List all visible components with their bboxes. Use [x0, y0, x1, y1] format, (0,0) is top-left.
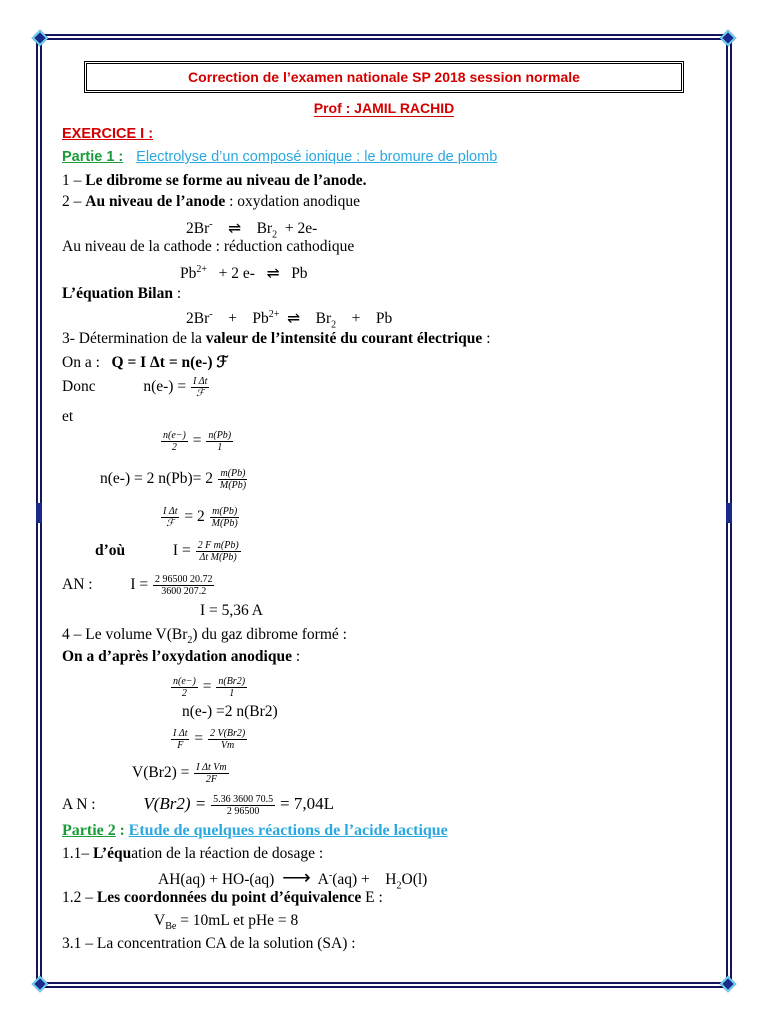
bilan-line: [62, 285, 181, 303]
border-notch-right: [726, 503, 732, 523]
formula-current-volume: [170, 728, 248, 751]
formula-volume: [132, 762, 230, 785]
volume-result: = 7,04L: [280, 794, 335, 814]
fraction-numerator: I Δt Vm: [196, 762, 227, 773]
reaction-arrow-icon: ⟶: [282, 867, 311, 890]
fraction: [171, 728, 189, 751]
fraction-numerator: m(Pb): [212, 506, 238, 517]
q2-bold: Au niveau de l’anode: [85, 193, 226, 210]
fraction: [211, 794, 275, 817]
q12-rest: E :: [365, 889, 383, 906]
eq-plus: +: [351, 310, 361, 328]
part1-label: Partie 1 :: [62, 149, 124, 165]
donc-label: Donc: [62, 378, 96, 396]
dou-line: [95, 540, 242, 563]
part1-heading: [62, 148, 497, 166]
q4-oxidation-line: [62, 648, 300, 666]
dou-label: d’où: [95, 542, 126, 560]
q11-line: [62, 845, 323, 863]
fraction: [191, 376, 209, 399]
fraction-denominator: 1: [229, 688, 235, 699]
volume-application-line: [62, 794, 334, 817]
fraction-numerator: I Δt: [173, 728, 188, 739]
q2-rest: : oxydation anodique: [229, 193, 360, 210]
formula-left: V(Br2) =: [132, 764, 190, 782]
eq-charge: 2+: [196, 264, 208, 275]
formula-left: n(e-) = 2 n(Pb)= 2: [100, 470, 214, 488]
q2-prefix: 2 –: [62, 193, 82, 210]
eq-term: A: [317, 871, 329, 889]
formula-left: I =: [172, 542, 191, 560]
eq-term: (aq) +: [332, 871, 370, 889]
fraction-denominator: F: [177, 740, 184, 751]
eq-term: + 2e-: [284, 220, 318, 238]
q11-bold: L’équ: [93, 845, 132, 862]
fraction-denominator: 2: [171, 442, 177, 453]
an-label: A N :: [62, 796, 96, 814]
eq-term: Pb: [180, 265, 197, 283]
eq-charge: -: [209, 309, 213, 320]
vbe-symbol: V: [154, 912, 166, 929]
equilibrium-arrow-icon: ⇌: [287, 310, 301, 328]
fraction: [153, 574, 215, 597]
q12-bold: Les coordonnées du point d’équivalence: [96, 889, 362, 906]
q1-line: [62, 172, 367, 190]
cathode-equation: [180, 261, 308, 283]
fraction: [171, 676, 198, 699]
q4-bold: On a d’après l’oxydation anodique: [62, 648, 292, 665]
vbe-subscript: Be: [165, 921, 177, 933]
formula-left: n(e-) =: [143, 378, 187, 396]
eq-subscript: 2: [272, 229, 278, 241]
eq-charge: 2+: [268, 309, 280, 320]
fraction: [194, 762, 228, 785]
formula-ne-mass: [100, 468, 249, 491]
fraction: [206, 430, 233, 453]
fraction-numerator: m(Pb): [220, 468, 246, 479]
bilan-colon: :: [176, 285, 182, 302]
fraction-numerator: I Δt: [163, 506, 178, 517]
title-text: Correction de l’examen nationale SP 2018 session normale: [188, 69, 580, 85]
ona-line: [62, 354, 229, 372]
fraction-denominator: 1: [217, 442, 223, 453]
fraction-numerator: n(Br2): [218, 676, 246, 687]
formula-ne-npb: [160, 430, 234, 453]
charge-equation: Q = I Δt = n(e-) ℱ: [111, 354, 229, 371]
formula-ne-nbr2: [170, 676, 248, 699]
q11-prefix: 1.1–: [62, 845, 90, 862]
fraction-denominator: Δt M(Pb): [199, 552, 237, 563]
current-result: I = 5,36 A: [200, 602, 263, 619]
fraction-numerator: n(e−): [173, 676, 196, 687]
eq-term: Br: [256, 220, 273, 238]
donc-line: [62, 376, 210, 399]
q3-bold: valeur de l’intensité du courant électrique: [205, 330, 483, 347]
part2-title: Etude de quelques réactions de l’acide lactique: [128, 822, 448, 839]
fraction-denominator: ℱ: [196, 388, 205, 399]
q3-prefix: 3- Détermination de la: [62, 330, 202, 347]
eq-term: O(l): [401, 871, 428, 889]
q4-rest: :: [295, 648, 301, 665]
equals-sign: =: [194, 730, 204, 748]
document-title: [84, 61, 684, 93]
an-label: AN :: [62, 576, 93, 594]
fraction-denominator: 2 96500: [226, 806, 260, 817]
eq-term: AH(aq) + HO-(aq): [158, 871, 275, 889]
fraction-denominator: Vm: [220, 740, 235, 751]
q1-prefix: 1 –: [62, 172, 82, 189]
equivalence-values: [154, 912, 298, 936]
fraction-denominator: M(Pb): [211, 518, 238, 529]
q3-rest: :: [486, 330, 491, 347]
fraction-numerator: 2 96500 20.72: [154, 574, 213, 585]
eq-term: + 2 e-: [218, 265, 255, 283]
eq-term: 2Br: [186, 310, 210, 328]
author-line: [0, 100, 768, 116]
eq-term: Pb: [291, 265, 308, 283]
q31-line: 3.1 – La concentration CA de la solution (SA) :: [62, 935, 356, 952]
eq-charge: -: [328, 870, 333, 881]
fraction-numerator: n(e−): [163, 430, 186, 441]
q12-line: [62, 889, 383, 907]
eq-term: Pb: [375, 310, 393, 328]
fraction-numerator: 5.36 3600 70.5: [213, 794, 274, 805]
q4-text: ) du gaz dibrome formé :: [192, 626, 347, 643]
fraction-denominator: 2F: [205, 774, 217, 785]
eq-term: 2Br: [186, 220, 210, 238]
q12-prefix: 1.2 –: [62, 889, 93, 906]
formula-current-mass: [160, 506, 241, 529]
part1-title: Electrolyse d’un composé ionique : le bromure de plomb: [136, 149, 498, 165]
fraction-numerator: n(Pb): [208, 430, 232, 441]
eq-term: H: [385, 871, 397, 889]
formula-left: I =: [130, 576, 149, 594]
part2-colon: :: [119, 822, 125, 839]
bilan-label: L’équation Bilan: [62, 285, 173, 302]
q4-line: [62, 626, 347, 650]
q4-subscript: 2: [187, 635, 193, 647]
equals-sign: = 2: [184, 508, 205, 526]
fraction: [218, 468, 248, 491]
an-line: [62, 574, 215, 597]
eq-subscript: 2: [396, 880, 402, 892]
fraction-denominator: ℱ: [166, 518, 175, 529]
equals-sign: =: [202, 678, 212, 696]
fraction: [216, 676, 247, 699]
eq-plus: +: [228, 310, 237, 328]
fraction: [210, 506, 240, 529]
equilibrium-arrow-icon: ⇌: [266, 265, 280, 283]
exercise-heading: EXERCICE I :: [62, 126, 154, 142]
fraction: [196, 540, 241, 563]
formula-ne-2nbr2: n(e-) =2 n(Br2): [182, 703, 278, 720]
et-line: et: [62, 408, 74, 425]
fraction-denominator: 3600 207.2: [161, 586, 207, 597]
q3-line: [62, 330, 491, 348]
ona-label: On a :: [62, 354, 100, 371]
fraction-denominator: M(Pb): [219, 480, 247, 491]
vbe-values: = 10mL et pHe = 8: [180, 912, 299, 929]
fraction: [161, 430, 188, 453]
fraction-numerator: 2 V(Br2): [209, 728, 246, 739]
q2-line: [62, 193, 360, 211]
fraction-numerator: 2 F m(Pb): [197, 540, 239, 551]
part2-heading: [62, 822, 448, 840]
equilibrium-arrow-icon: ⇌: [228, 220, 242, 238]
border-notch-left: [36, 503, 42, 523]
q1-text: Le dibrome se forme au niveau de l’anode.: [85, 172, 367, 189]
equals-sign: =: [192, 432, 202, 450]
fraction-denominator: 2: [181, 688, 187, 699]
q11-rest: ation de la réaction de dosage :: [131, 845, 324, 862]
fraction: [208, 728, 247, 751]
eq-term: Pb: [252, 310, 269, 328]
cathode-line: Au niveau de la cathode : réduction cathodique: [62, 238, 355, 255]
eq-term: Br: [315, 310, 332, 328]
part2-label: Partie 2: [62, 822, 116, 839]
eq-charge: -: [209, 219, 213, 230]
q4-text: 4 – Le volume V(Br: [62, 626, 188, 643]
author-text: Prof : JAMIL RACHID: [313, 100, 455, 116]
fraction-numerator: I Δt: [192, 376, 208, 387]
fraction: [161, 506, 179, 529]
eq-subscript: 2: [331, 319, 337, 331]
formula-left: V(Br2) =: [143, 794, 207, 814]
